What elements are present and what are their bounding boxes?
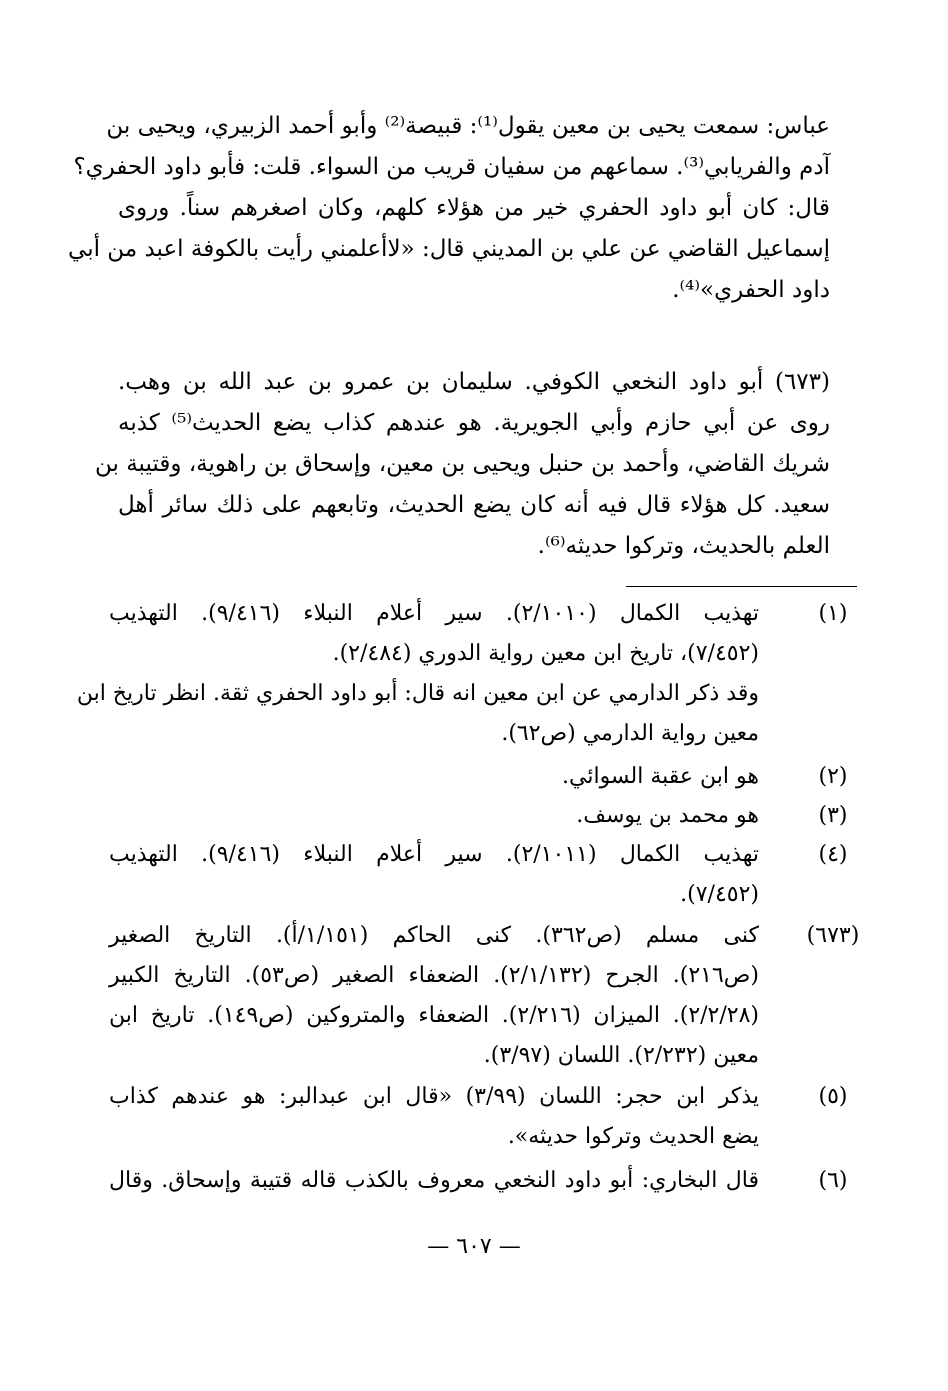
footnote-line: معين رواية الدارمي (ص٦٢). [501, 721, 759, 746]
footnote-line: هو محمد بن يوسف. [576, 803, 759, 828]
footnote-line: قال البخاري: أبو داود النخعي معروف بالكذب قاله قتيبة وإسحاق. وقال [109, 1168, 759, 1193]
footnote-line: يذكر ابن حجر: اللسان (٣/٩٩) «قال ابن عبدالبر: هو عندهم كذاب [109, 1084, 759, 1109]
footnote-line: معين (٢/٢٣٢). اللسان (٣/٩٧). [483, 1043, 759, 1068]
footnote-line: وقد ذكر الدارمي عن ابن معين انه قال: أبو داود الحفري ثقة. انظر تاريخ ابن [76, 681, 759, 706]
footnote-number: (٥) [818, 1084, 848, 1109]
footnote-line: تهذيب الكمال (٢/١٠١١). سير أعلام النبلاء (٩/٤١٦). التهذيب [109, 842, 759, 867]
text-line: داود الحفري»⁽⁴⁾. [672, 277, 830, 303]
footnote-line: يضع الحديث وتركوا حديثه». [507, 1124, 759, 1149]
footnote-text [109, 757, 759, 797]
footnote-number: (٦٧٣) [806, 923, 860, 948]
text-line: قال: كان أبو داود الحفري خير من هؤلاء كلهم، وكان اصغرهم سناً. وروى [118, 195, 830, 221]
text-line: شريك القاضي، وأحمد بن حنبل ويحيى بن معين، وإسحاق بن راهوية، وقتيبة بن [94, 451, 830, 477]
footnote-line: (ص٢١٦). الجرح (٢/١/١٣٢). الضعفاء الصغير (ص٥٣). التاريخ الكبير [109, 963, 759, 988]
text-line: آدم والفريابي⁽³⁾. سماعهم من سفيان قريب من السواء. قلت: فأبو داود الحفري؟ [73, 154, 830, 180]
text-line: عباس: سمعت يحيى بن معين يقول⁽¹⁾: قبيصة⁽²⁾ وأبو أحمد الزبيري، ويحيى بن [106, 113, 830, 139]
text-line: إسماعيل القاضي عن علي بن المديني قال: «لاأعلمني رأيت بالكوفة اعبد من أبي [68, 236, 830, 262]
footnote-text [109, 916, 759, 1076]
footnote-line: كنى مسلم (ص٣٦٢). كنى الحاكم (١/١٥١/أ). التاريخ الصغير [109, 923, 759, 948]
footnote-line: هو ابن عقبة السوائي. [562, 764, 759, 789]
paragraph-continuation [68, 106, 830, 311]
footnote-text [109, 796, 759, 836]
text-line: (٦٧٣) أبو داود النخعي الكوفي. سليمان بن عمرو بن عبد الله بن وهب. [118, 369, 830, 395]
footnote-number: (١) [818, 601, 848, 626]
paragraph-entry-673 [94, 362, 831, 567]
footnote-number: (٢) [818, 764, 848, 789]
footnote-separator [626, 586, 857, 587]
footnote-text [76, 594, 759, 754]
text-line: روى عن أبي حازم وأبي الجويرية. هو عندهم كذاب يضع الحديث⁽⁵⁾ كذبه [118, 410, 831, 436]
footnote-number: (٤) [818, 842, 848, 867]
text-line: سعيد. كل هؤلاء قال فيه أنه كان يضع الحديث، وتابعهم على ذلك سائر أهل [118, 492, 830, 518]
footnote-line: (٧/٤٥٢)، تاريخ ابن معين رواية الدوري (٢/٤٨٤). [332, 641, 759, 666]
footnote-text [109, 835, 759, 915]
page-number: — ٦٠٧ — [427, 1234, 521, 1259]
text-line: العلم بالحديث، وتركوا حديثه⁽⁶⁾. [537, 533, 830, 559]
footnote-number: (٣) [818, 803, 848, 828]
footnote-line: تهذيب الكمال (٢/١٠١٠). سير أعلام النبلاء (٩/٤١٦). التهذيب [109, 601, 759, 626]
footnote-line: (٧/٤٥٢). [680, 882, 759, 907]
footnote-number: (٦) [818, 1168, 848, 1193]
footnote-text [109, 1077, 759, 1157]
footnote-text [109, 1161, 759, 1201]
footnote-line: (٢/٢/٢٨). الميزان (٢/٢١٦). الضعفاء والمتروكين (ص١٤٩). تاريخ ابن [109, 1003, 759, 1028]
